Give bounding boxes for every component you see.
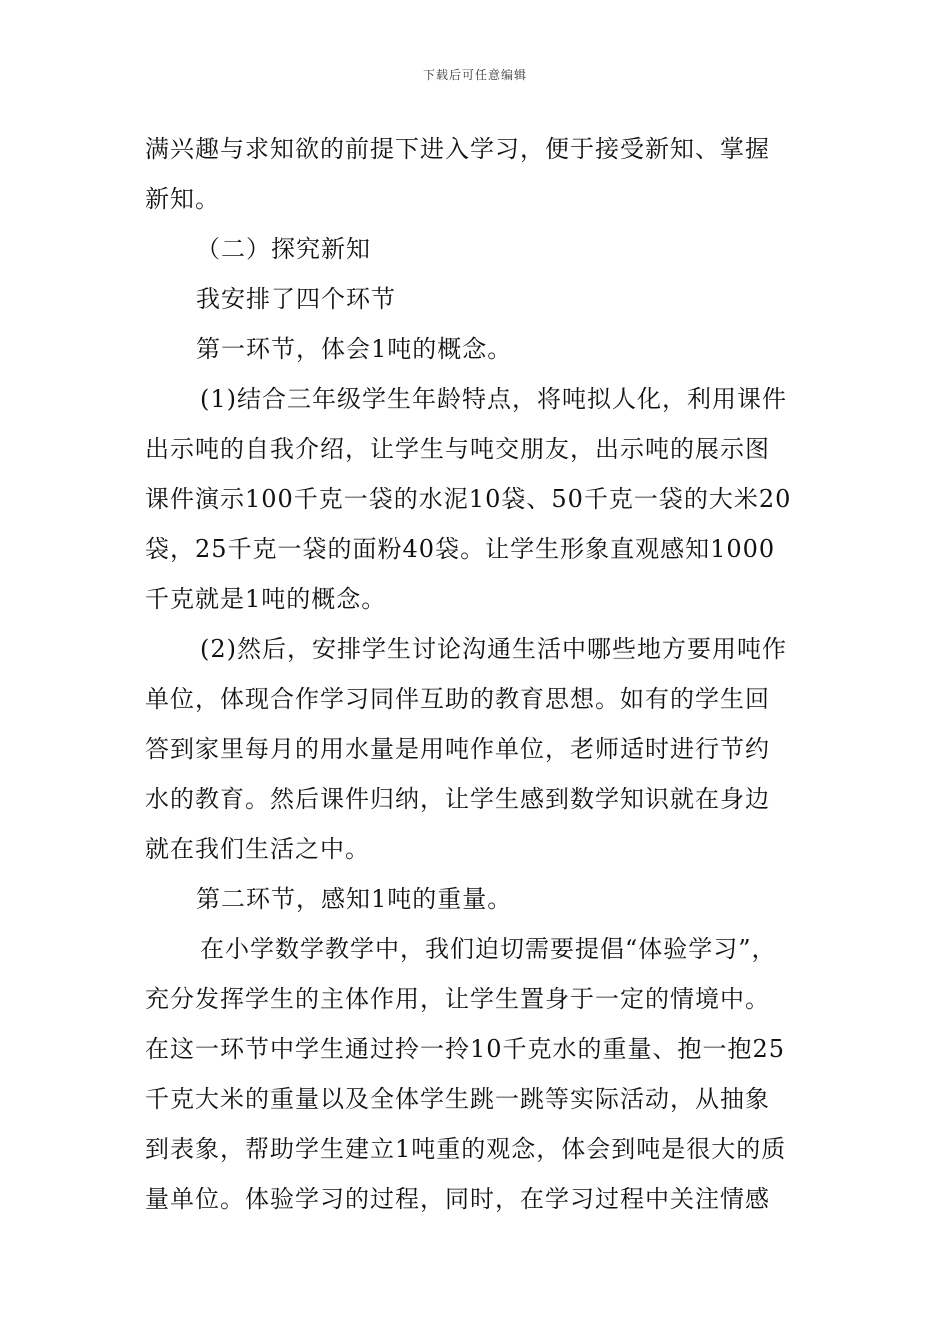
- body-line: 在小学数学教学中，我们迫切需要提倡“体验学习”，: [200, 935, 777, 963]
- body-line: 在这一环节中学生通过拎一拎10千克水的重量、抱一抱25: [145, 1035, 786, 1063]
- body-line: (2)然后，安排学生讨论沟通生活中哪些地方要用吨作: [200, 635, 787, 663]
- body-line: 我安排了四个环节: [196, 285, 396, 313]
- body-line: 量单位。体验学习的过程，同时，在学习过程中关注情感: [145, 1185, 770, 1213]
- subsection-heading: 第一环节，体会1吨的概念。: [196, 335, 513, 363]
- body-line: 出示吨的自我介绍，让学生与吨交朋友，出示吨的展示图: [145, 435, 770, 463]
- body-line: 到表象，帮助学生建立1吨重的观念，体会到吨是很大的质: [145, 1135, 787, 1163]
- body-line: 千克大米的重量以及全体学生跳一跳等实际活动，从抽象: [145, 1085, 770, 1113]
- body-line: 袋，25千克一袋的面粉40袋。让学生形象直观感知1000: [145, 535, 776, 563]
- body-line: (1)结合三年级学生年龄特点，将吨拟人化，利用课件: [200, 385, 787, 413]
- body-line: 新知。: [145, 185, 220, 213]
- section-heading: （二）探究新知: [196, 235, 371, 263]
- body-line: 满兴趣与求知欲的前提下进入学习，便于接受新知、掌握: [145, 135, 770, 163]
- body-line: 千克就是1吨的概念。: [145, 585, 387, 613]
- body-line: 课件演示100千克一袋的水泥10袋、50千克一袋的大米20: [145, 485, 792, 513]
- page-header: 下载后可任意编辑: [422, 68, 527, 82]
- subsection-heading: 第二环节，感知1吨的重量。: [196, 885, 513, 913]
- body-line: 单位，体现合作学习同伴互助的教育思想。如有的学生回: [145, 685, 770, 713]
- body-line: 充分发挥学生的主体作用，让学生置身于一定的情境中。: [145, 985, 770, 1013]
- body-line: 就在我们生活之中。: [145, 835, 370, 863]
- body-line: 水的教育。然后课件归纳，让学生感到数学知识就在身边: [145, 785, 770, 813]
- body-line: 答到家里每月的用水量是用吨作单位，老师适时进行节约: [145, 735, 770, 763]
